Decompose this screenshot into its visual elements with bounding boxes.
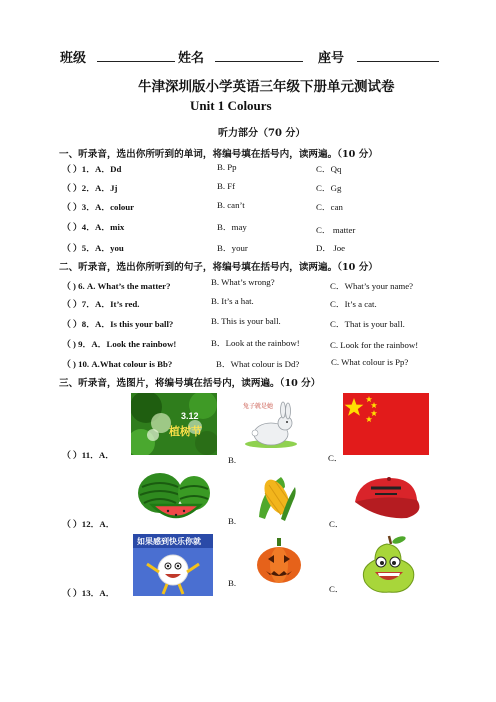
option-b-label: B. (228, 578, 237, 588)
option-b: B. What’s wrong? (211, 277, 275, 287)
question-3: （ ）3．A．colour (62, 202, 135, 212)
option-c: D． Joe (316, 243, 346, 253)
option-c: C．Qq (316, 164, 342, 174)
rabbit-caption: 兔子就是她 (243, 403, 274, 410)
tree-planting-day-picture[interactable] (131, 393, 217, 455)
class-field (60, 47, 175, 66)
seat-blank[interactable] (357, 49, 439, 62)
option-c: C. What colour is Pp? (331, 357, 409, 367)
name-blank[interactable] (215, 49, 303, 62)
class-blank[interactable] (97, 49, 175, 62)
question-13: （ ）13．A． (62, 588, 115, 598)
happy-face-picture[interactable] (133, 534, 213, 596)
option-b: B．Look at the rainbow! (211, 338, 300, 348)
class-label: 班级 (60, 51, 87, 66)
option-c-label: C． (329, 519, 344, 529)
option-c: C．Gg (316, 183, 342, 193)
watermelon-picture[interactable] (136, 469, 214, 524)
pear-picture[interactable] (345, 532, 429, 594)
pumpkin-picture[interactable] (254, 535, 304, 587)
question-11: （ ）11．A． (62, 450, 115, 460)
question-4: （ ）4．A．mix (62, 222, 125, 232)
name-field (178, 47, 303, 66)
unit-title: Unit 1 Colours (190, 98, 272, 113)
red-cap-picture[interactable] (345, 472, 429, 524)
question-2: （ ）2．A．Jj (62, 183, 118, 193)
corn-picture[interactable] (251, 471, 299, 523)
option-b: B. Pp (217, 162, 237, 172)
question-12: （ ）12．A． (62, 519, 115, 529)
section1-heading: 一、听录音，选出你所听到的单词，将编号填在括号内，读两遍。（10 分） (59, 149, 378, 160)
rabbit-picture[interactable] (241, 399, 299, 452)
option-c: C．can (316, 202, 343, 212)
option-b: B. Ff (217, 181, 236, 191)
name-label: 姓名 (178, 51, 205, 66)
option-b-label: B. (228, 455, 237, 465)
option-b: B．What colour is Dd? (216, 359, 300, 369)
tree-day-label: 植树节 (169, 425, 202, 438)
seat-field (318, 47, 439, 66)
option-c: C．That is your ball. (330, 319, 405, 329)
tree-day-date: 3.12 (181, 411, 199, 421)
question-5: （ ）5．A．you (62, 243, 124, 253)
smiley-banner-text: 如果感到快乐你就 (137, 537, 201, 546)
option-b: B. can’t (217, 200, 245, 210)
option-c: C. Look for the rainbow! (330, 340, 419, 350)
question-6: （ ) 6. A. What’s the matter? (62, 281, 171, 291)
option-c-label: C． (329, 584, 344, 594)
option-b: B．may (217, 222, 247, 232)
option-b: B．your (217, 243, 248, 253)
part-title: 听力部分（70 分） (218, 128, 306, 139)
section2-heading: 二、听录音，选出你所听到的句子，将编号填在括号内，读两遍。（10 分） (59, 262, 378, 273)
question-7: （ ）7．A．It’s red. (62, 299, 140, 309)
question-1: （ ）1．A．Dd (62, 164, 122, 174)
china-flag-picture[interactable] (343, 393, 429, 455)
option-c: C．What’s your name? (330, 281, 414, 291)
section3-heading: 三、听录音，选图片，将编号填在括号内，读两遍。（10 分） (59, 378, 321, 389)
option-b: B. This is your ball. (211, 316, 281, 326)
page-title: 牛津深圳版小学英语三年级下册单元测试卷 (138, 79, 395, 95)
seat-label: 座号 (318, 51, 345, 66)
option-b: B. It’s a hat. (211, 296, 254, 306)
question-10: （ ) 10. A.What colour is Bb? (62, 359, 173, 369)
question-8: （ ）8．A．Is this your ball? (62, 319, 174, 329)
option-c-label: C． (328, 453, 343, 463)
option-c: C． matter (316, 225, 356, 235)
option-c: C．It’s a cat. (330, 299, 377, 309)
option-b-label: B. (228, 516, 237, 526)
question-9: （ ) 9．A．Look the rainbow! (62, 339, 177, 349)
